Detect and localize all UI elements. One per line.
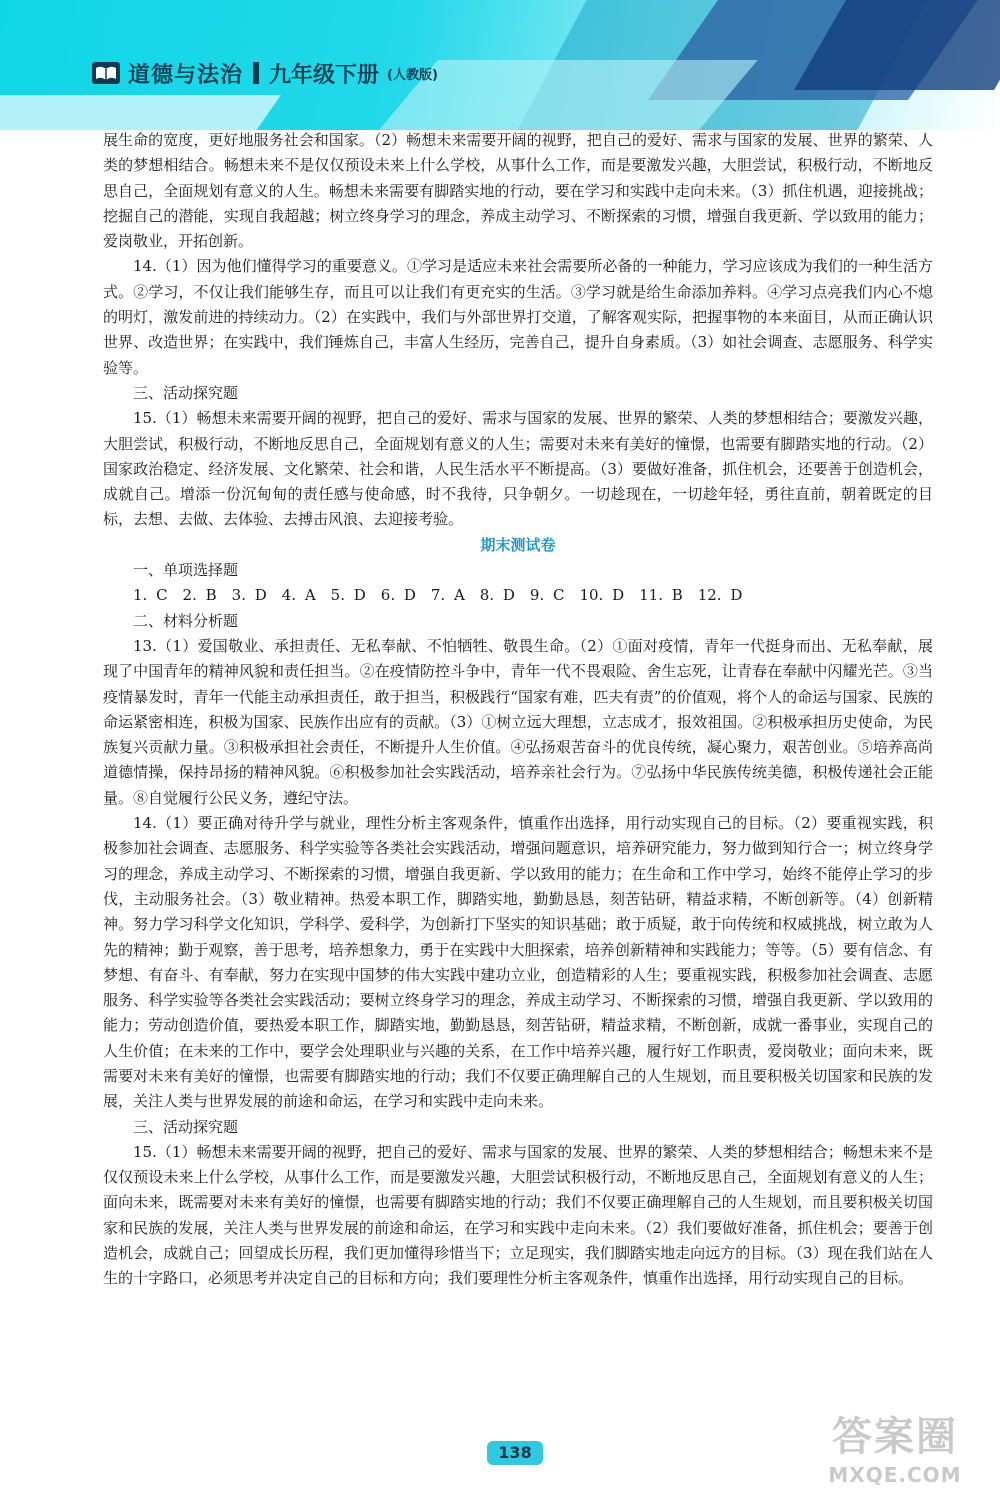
answer-paragraph: 15.（1）畅想未来需要开阔的视野，把自己的爱好、需求与国家的发展、世界的繁荣、人类的梦想相结合；要激发兴趣，大胆尝试，积极行动，不断地反思自己，全面规划有意义的人生；需要对未来有美好的憧憬，也需要有脚踏实地的行动。（2）国家政治稳定、经济发展、文化繁荣、社会和谐，人民生活水平不断提高。（3）要做好准备，抓住机会，还要善于创造机会，成就自己。增添一份沉甸甸的责任感与使命感，时不我待，只争朝夕。一切趁现在，一切趁年轻，勇往直前，朝着既定的目标，去想、去做、去体验、去搏击风浪、去迎接考验。 (103, 409, 933, 529)
page-number: 138 (487, 1441, 543, 1465)
answer-paragraph: 13.（1）爱国敬业、承担责任、无私奉献、不怕牺牲、敬畏生命。（2）①面对疫情，青年一代挺身而出、无私奉献，展现了中国青年的精神风貌和责任担当。②在疫情防控斗争中，青年一代不畏艰险、舍生忘死，让青春在奉献中闪耀光芒。③当疫情暴发时，青年一代能主动承担责任，敢于担当，积极践行“国家有难，匹夫有责”的价值观，将个人的命运与国家、民族的命运紧密相连，积极为国家、民族作出应有的贡献。（3）①树立远大理想，立志成才，报效祖国。②积极承担历史使命，为民族复兴贡献力量。③积极承担社会责任，不断提升人生价值。④弘扬艰苦奋斗的优良传统，凝心聚力，艰苦创业。⑤培养高尚道德情操，保持昂扬的精神风貌。⑥积极参加社会实践活动，培养亲社会行为。⑦弘扬中华民族传统美德，积极传递社会正能量。⑧自觉履行公民义务，遵纪守法。 (103, 636, 933, 807)
answer-content (103, 128, 933, 1292)
open-book-icon (92, 62, 120, 84)
subject-title: 道德与法治 (128, 62, 244, 88)
decor-shard (0, 95, 281, 130)
choice-answers: 1. C 2. B 3. D 4. A 5. D 6. D 7. A 8. D 9. C 10. D 11. B 12. D (133, 586, 743, 605)
book-title (92, 58, 438, 88)
exam-title: 期末测试卷 (480, 535, 556, 554)
title-separator (253, 62, 259, 84)
watermark-mark: 答案圈 (832, 1414, 958, 1460)
answer-paragraph: 15.（1）畅想未来需要开阔的视野，把自己的爱好、需求与国家的发展、世界的繁荣、人类的梦想相结合；畅想未来不是仅仅预设未来上什么学校，从事什么工作，而是要激发兴趣，大胆尝试积极行动，不断地反思自己，全面规划有意义的人生；面向未来，既需要对未来有美好的憧憬，也需要有脚踏实地的行动；我们不仅要正确理解自己的人生规划，而且要积极关切国家和民族的发展，关注人类与世界发展的前途和命运，在学习和实践中走向未来。（2）我们要做好准备，抓住机会；要善于创造机会，成就自己；回望成长历程，我们更加懂得珍惜当下；立足现实，我们脚踏实地走向远方的目标。（3）现在我们站在人生的十字路口，必须思考并决定自己的目标和方向；我们要理性分析主客观条件，慎重作出选择，用行动实现自己的目标。 (103, 1142, 933, 1288)
edition-label: (人教版) (387, 67, 438, 83)
answer-paragraph: 14.（1）因为他们懂得学习的重要意义。①学习是适应未来社会需要所必备的一种能力，学习应该成为我们的一种生活方式。②学习，不仅让我们能够生存，而且可以让我们有更充实的生活。③学习就是给生命添加养料。④学习点亮我们内心不熄的明灯，激发前进的持续动力。（2）在实践中，我们与外部世界打交道，了解客观实际，把握事物的本来面目，从而正确认识世界、改造世界；在实践中，我们锤炼自己，丰富人生经历，完善自己，提升自身素质。（3）如社会调查、志愿服务、科学实验等。 (103, 257, 933, 377)
section-heading: 三、活动探究题 (133, 1117, 239, 1136)
section-heading: 三、活动探究题 (133, 383, 239, 402)
answer-paragraph: 14.（1）要正确对待升学与就业，理性分析主客观条件，慎重作出选择，用行动实现自己的目标。（2）要重视实践，积极参加社会调查、志愿服务、科学实验等各类社会实践活动，增强问题意识，培养研究能力，努力做到知行合一；树立终身学习的理念，养成主动学习、不断探索的习惯，增强自我更新、学以致用的能力；在生命和工作中学习，始终不能停止学习的步伐，主动服务社会。（3）敬业精神。热爱本职工作，脚踏实地，勤勤恳恳，刻苦钻研，精益求精，不断创新等。（4）创新精神。努力学习科学文化知识，学科学、爱科学，为创新打下坚实的知识基础；敢于质疑，敢于向传统和权威挑战，树立敢为人先的精神；勤于观察，善于思考，培养想象力，勇于在实践中大胆探索，培养创新精神和实践能力；等等。（5）要有信念、有梦想、有奋斗、有奉献，努力在实现中国梦的伟大实践中建功立业，创造精彩的人生；要重视实践，积极参加社会调查、志愿服务、科学实验等各类社会实践活动；要树立终身学习的理念，养成主动学习、不断探索的习惯，增强自我更新、学以致用的能力；劳动创造价值，要热爱本职工作，脚踏实地，勤勤恳恳，刻苦钻研，精益求精，不断创新，成就一番事业，实现自己的人生价值；在未来的工作中，要学会处理职业与兴趣的关系，在工作中培养兴趣，履行好工作职责，爱岗敬业；面向未来，既需要对未来有美好的憧憬，也需要有脚踏实地的行动；我们不仅要正确理解自己的人生规划，而且要积极关切国家和民族的发展，关注人类与世界发展的前途和命运，在学习和实践中走向未来。 (103, 814, 933, 1111)
grade-title: 九年级下册 (269, 62, 380, 88)
header-band (0, 0, 1000, 130)
answer-paragraph: 展生命的宽度，更好地服务社会和国家。（2）畅想未来需要开阔的视野，把自己的爱好、需求与国家的发展、世界的繁荣、人类的梦想相结合。畅想未来不是仅仅预设未来上什么学校，从事什么工作，而是要激发兴趣，大胆尝试，积极行动，不断地反思自己，全面规划有意义的人生。畅想未来需要有脚踏实地的行动，要在学习和实践中走向未来。（3）抓住机遇，迎接挑战；挖掘自己的潜能，实现自我超越；树立终身学习的理念，养成主动学习、不断探索的习惯，增强自我更新、学以致用的能力；爱岗敬业，开拓创新。 (103, 131, 933, 251)
watermark-logo (800, 1412, 990, 1498)
section-heading: 一、单项选择题 (133, 561, 239, 580)
section-heading: 二、材料分析题 (133, 611, 239, 630)
watermark-site: MXQE.COM (828, 1463, 962, 1487)
